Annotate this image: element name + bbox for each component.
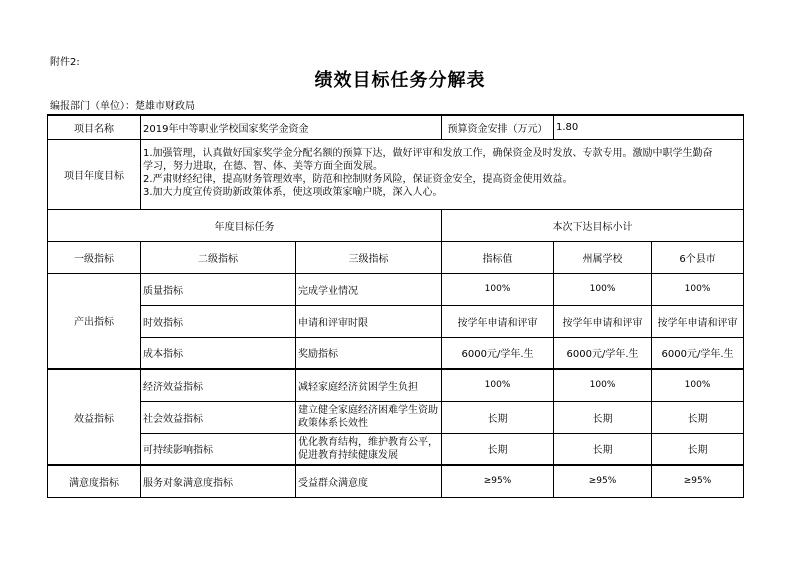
project-name-label: 项目名称 (48, 115, 141, 139)
table-row (48, 401, 744, 433)
level3-cell: 申请和评审时限 (296, 305, 442, 337)
level3-cell: 完成学业情况 (296, 273, 442, 305)
performance-table (47, 114, 744, 498)
section-issued-subtotal: 本次下达目标小计 (442, 209, 744, 241)
school-cell: 按学年申请和评审 (554, 305, 652, 337)
school-cell: 长期 (554, 401, 652, 433)
level2-cell: 时效指标 (141, 305, 296, 337)
target-cell: 100% (442, 369, 554, 401)
target-cell: 6000元/学年.生 (442, 337, 554, 369)
annual-goal-line: 2.严肃财经纪律，提高财务管理效率，防范和控制财务风险，保证资金安全，提高资金使用效益。 (143, 173, 573, 185)
county-cell: 长期 (652, 433, 744, 465)
annual-goal-text (141, 139, 744, 209)
level2-cell: 经济效益指标 (141, 369, 296, 401)
county-cell: 100% (652, 369, 744, 401)
table-row (48, 337, 744, 369)
target-cell: ≥95% (442, 465, 554, 497)
county-cell: ≥95% (652, 465, 744, 497)
annual-goal-line: 3.加大力度宣传资助新政策体系，使这项政策家喻户晓，深入人心。 (143, 186, 443, 198)
annual-goal-label: 项目年度目标 (48, 139, 141, 209)
header-level3: 三级指标 (296, 241, 442, 273)
column-header-row (48, 241, 744, 273)
level2-cell: 社会效益指标 (141, 401, 296, 433)
county-cell: 6000元/学年.生 (652, 337, 744, 369)
header-county: 6个县市 (652, 241, 744, 273)
level3-cell: 优化教育结构，维护教育公平，促进教育持续健康发展 (296, 433, 442, 465)
school-cell: 长期 (554, 433, 652, 465)
target-cell: 按学年申请和评审 (442, 305, 554, 337)
county-cell: 长期 (652, 401, 744, 433)
table-row (48, 305, 744, 337)
attachment-label: 附件2: (50, 57, 80, 68)
header-level2: 二级指标 (141, 241, 296, 273)
project-name-value: 2019年中等职业学校国家奖学金资金 (141, 115, 442, 139)
level3-cell: 奖励指标 (296, 337, 442, 369)
section-header-row (48, 209, 744, 241)
annual-goal-line: 1.加强管理，认真做好国家奖学金分配名额的预算下达，做好评审和发放工作，确保资金及时发放、专款专用。激励中职学生勤奋 (143, 147, 713, 159)
target-cell: 100% (442, 273, 554, 305)
budget-label: 预算资金安排（万元） (442, 115, 554, 139)
annual-goal-row (48, 139, 744, 209)
county-cell: 100% (652, 273, 744, 305)
target-cell: 长期 (442, 433, 554, 465)
level2-cell: 可持续影响指标 (141, 433, 296, 465)
level1-output: 产出指标 (48, 273, 141, 369)
header-target: 指标值 (442, 241, 554, 273)
level2-cell: 成本指标 (141, 337, 296, 369)
header-level1: 一级指标 (48, 241, 141, 273)
annual-goal-line: 学习，努力进取，在德、智、体、美等方面全面发展。 (143, 160, 383, 172)
level3-cell: 建立健全家庭经济困难学生资助政策体系长效性 (296, 401, 442, 433)
school-cell: ≥95% (554, 465, 652, 497)
table-row (48, 465, 744, 497)
school-cell: 100% (554, 273, 652, 305)
level3-cell: 减轻家庭经济贫困学生负担 (296, 369, 442, 401)
department-label: 编报部门（单位）：楚雄市财政局 (50, 101, 195, 112)
level1-satisfaction: 满意度指标 (48, 465, 141, 497)
project-row (48, 115, 744, 139)
header-school: 州属学校 (554, 241, 652, 273)
target-cell: 长期 (442, 401, 554, 433)
level2-cell: 质量指标 (141, 273, 296, 305)
level1-benefit: 效益指标 (48, 369, 141, 465)
table-row (48, 433, 744, 465)
table-row (48, 273, 744, 305)
school-cell: 6000元/学年.生 (554, 337, 652, 369)
budget-value: 1.80 (554, 115, 744, 139)
section-annual-tasks: 年度目标任务 (48, 209, 442, 241)
page-title: 绩效目标任务分解表 (314, 70, 486, 91)
school-cell: 100% (554, 369, 652, 401)
county-cell: 按学年申请和评审 (652, 305, 744, 337)
level3-cell: 受益群众满意度 (296, 465, 442, 497)
level2-cell: 服务对象满意度指标 (141, 465, 296, 497)
table-row (48, 369, 744, 401)
